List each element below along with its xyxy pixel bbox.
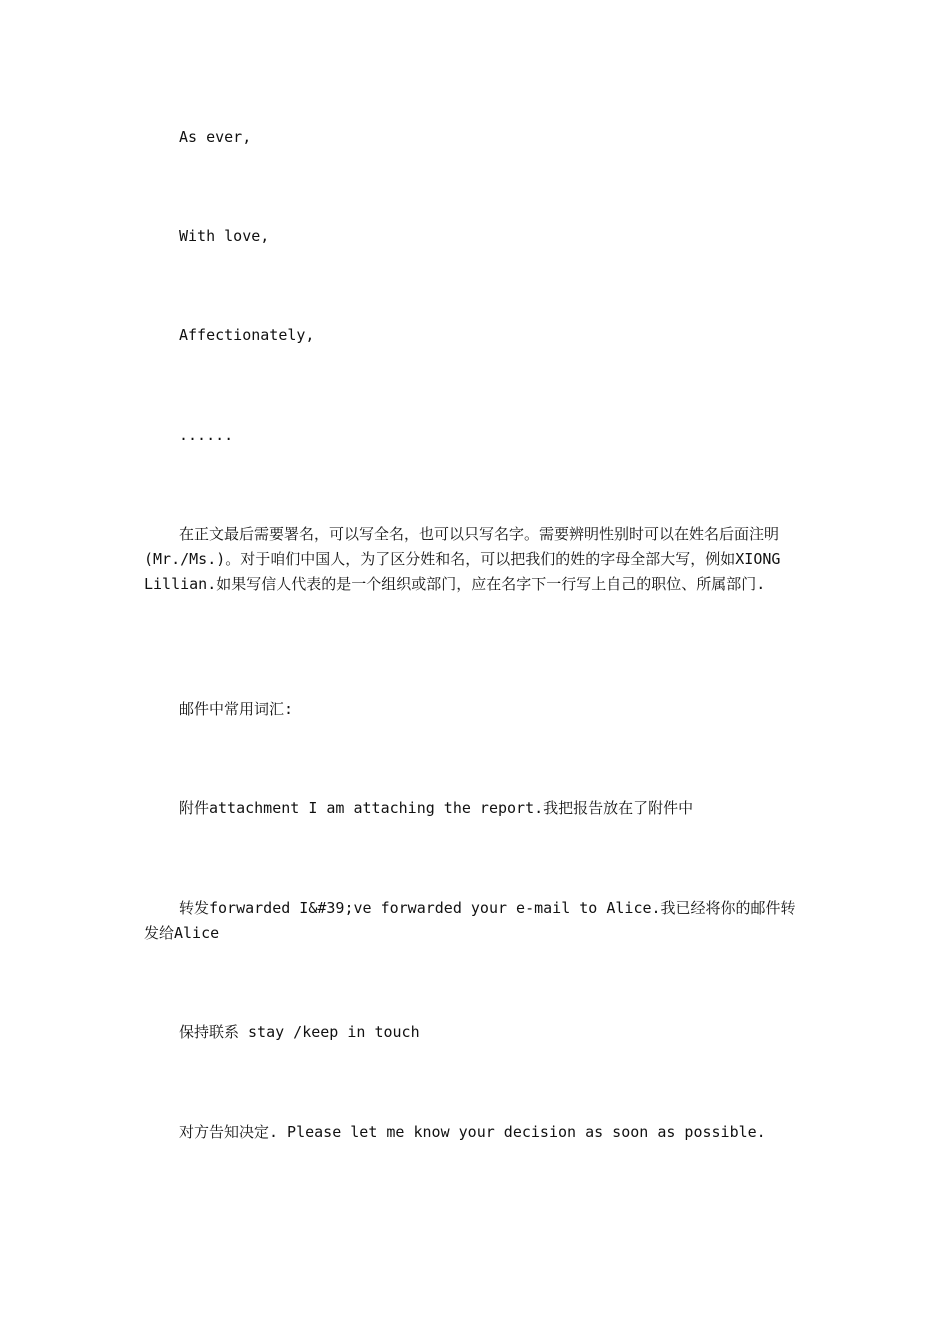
signature-note-paragraph: 在正文最后需要署名，可以写全名，也可以只写名字。需要辨明性别时可以在姓名后面注明(Mr./Ms.)。对于咱们中国人，为了区分姓和名，可以把我们的姓的字母全部大写，例如XIONG Lillian.如果写信人代表的是一个组织或部门，应在名字下一行写上自己的职位、所属部门. — [144, 525, 781, 593]
closing-with-love: With love, — [179, 227, 270, 245]
closing-ellipsis: ...... — [179, 426, 234, 444]
vocab-item-keep-in-touch: 保持联系 stay /keep in touch — [179, 1023, 420, 1041]
vocab-item-attachment: 附件attachment I am attaching the report.我把报告放在了附件中 — [179, 799, 694, 817]
closing-affectionately: Affectionately, — [179, 326, 315, 344]
vocab-item-forwarded: 转发forwarded I&#39;ve forwarded your e-mail to Alice.我已经将你的邮件转发给Alice — [144, 899, 796, 942]
vocab-heading: 邮件中常用词汇: — [179, 700, 294, 718]
vocab-item-decision: 对方告知决定. Please let me know your decision as soon as possible. — [179, 1123, 766, 1141]
closing-as-ever: As ever, — [179, 128, 252, 146]
